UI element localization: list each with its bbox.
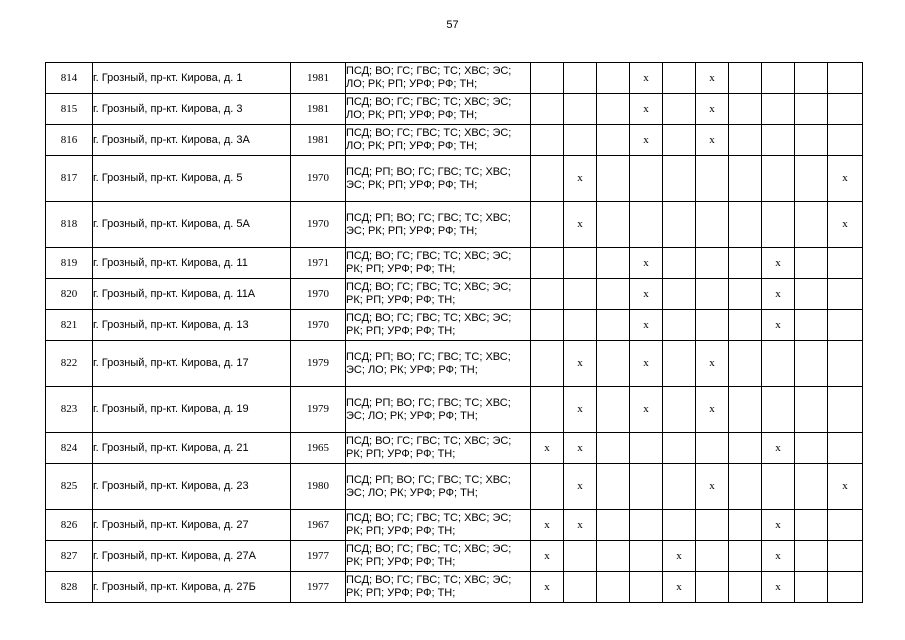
mark-cell: x (630, 125, 663, 156)
mark-cell (729, 572, 762, 603)
mark-cell (663, 63, 696, 94)
row-number: 820 (46, 279, 93, 310)
row-works (346, 125, 531, 156)
page-number: 57 (446, 19, 459, 31)
row-year: 1970 (291, 310, 346, 341)
row-year: 1971 (291, 248, 346, 279)
mark-cell (663, 248, 696, 279)
mark-cell (762, 63, 795, 94)
works-line-2: ЭС; РК; РП; УРФ; РФ; ТН; (346, 224, 478, 237)
mark-cell: x (663, 541, 696, 572)
table-row (46, 433, 863, 464)
mark-cell (663, 125, 696, 156)
mark-cell (795, 125, 828, 156)
row-address: г. Грозный, пр-кт. Кирова, д. 27А (93, 541, 291, 572)
mark-cell (663, 310, 696, 341)
mark-cell: x (531, 510, 564, 541)
mark-cell (762, 125, 795, 156)
works-line-2: РК; РП; УРФ; РФ; ТН; (346, 294, 456, 306)
works-line-1: ПСД; РП; ВО; ГС; ГВС; ТС; ХВС; (346, 350, 511, 363)
mark-cell (729, 63, 762, 94)
mark-cell (729, 202, 762, 248)
row-works (346, 464, 531, 510)
mark-cell (795, 248, 828, 279)
mark-cell (828, 341, 863, 387)
mark-cell: x (762, 541, 795, 572)
mark-cell (828, 433, 863, 464)
mark-cell (597, 572, 630, 603)
table-row (46, 341, 863, 387)
mark-cell (597, 63, 630, 94)
row-year: 1977 (291, 572, 346, 603)
table-row (46, 63, 863, 94)
works-line-1: ПСД; РП; ВО; ГС; ГВС; ТС; ХВС; (346, 396, 511, 409)
mark-cell: x (531, 541, 564, 572)
works-line-2: ЭС; ЛО; РК; УРФ; РФ; ТН; (346, 409, 478, 422)
registry-body (46, 63, 863, 603)
mark-cell (564, 125, 597, 156)
row-year: 1970 (291, 202, 346, 248)
row-address: г. Грозный, пр-кт. Кирова, д. 17 (93, 341, 291, 387)
mark-cell (729, 94, 762, 125)
mark-cell (795, 572, 828, 603)
mark-cell (597, 541, 630, 572)
mark-cell (696, 541, 729, 572)
mark-cell: x (696, 63, 729, 94)
mark-cell (630, 510, 663, 541)
mark-cell (564, 541, 597, 572)
mark-cell: x (564, 510, 597, 541)
mark-cell (630, 156, 663, 202)
mark-cell (795, 387, 828, 433)
mark-cell (828, 541, 863, 572)
works-line-1: ПСД; ВО; ГС; ГВС; ТС; ХВС; ЭС; (346, 574, 512, 586)
mark-cell (828, 279, 863, 310)
mark-cell (663, 202, 696, 248)
mark-cell (828, 94, 863, 125)
works-line-1: ПСД; ВО; ГС; ГВС; ТС; ХВС; ЭС; (346, 435, 512, 447)
mark-cell: x (762, 433, 795, 464)
table-row (46, 387, 863, 433)
works-line-2: РК; РП; УРФ; РФ; ТН; (346, 325, 456, 337)
row-address: г. Грозный, пр-кт. Кирова, д. 21 (93, 433, 291, 464)
row-address: г. Грозный, пр-кт. Кирова, д. 13 (93, 310, 291, 341)
mark-cell (531, 387, 564, 433)
row-number: 828 (46, 572, 93, 603)
row-year: 1967 (291, 510, 346, 541)
row-works (346, 572, 531, 603)
works-line-1: ПСД; ВО; ГС; ГВС; ТС; ХВС; ЭС; (346, 543, 512, 555)
row-works (346, 248, 531, 279)
mark-cell (630, 433, 663, 464)
table-row (46, 125, 863, 156)
mark-cell: x (531, 433, 564, 464)
row-works (346, 341, 531, 387)
table-row (46, 202, 863, 248)
mark-cell (795, 510, 828, 541)
mark-cell (696, 279, 729, 310)
row-year: 1981 (291, 94, 346, 125)
mark-cell (531, 156, 564, 202)
table-row (46, 94, 863, 125)
mark-cell: x (531, 572, 564, 603)
row-works (346, 387, 531, 433)
mark-cell (531, 341, 564, 387)
mark-cell: x (762, 248, 795, 279)
row-number: 821 (46, 310, 93, 341)
mark-cell (564, 63, 597, 94)
mark-cell (663, 433, 696, 464)
row-works (346, 94, 531, 125)
mark-cell (828, 63, 863, 94)
mark-cell: x (630, 310, 663, 341)
mark-cell: x (663, 572, 696, 603)
mark-cell (531, 464, 564, 510)
mark-cell: x (564, 387, 597, 433)
mark-cell (597, 464, 630, 510)
works-line-1: ПСД; ВО; ГС; ГВС; ТС; ХВС; ЭС; (346, 127, 512, 139)
mark-cell (729, 433, 762, 464)
row-number: 815 (46, 94, 93, 125)
mark-cell (564, 94, 597, 125)
works-line-2: РК; РП; УРФ; РФ; ТН; (346, 448, 456, 460)
mark-cell (729, 125, 762, 156)
table-row (46, 510, 863, 541)
row-address: г. Грозный, пр-кт. Кирова, д. 11А (93, 279, 291, 310)
row-address: г. Грозный, пр-кт. Кирова, д. 5 (93, 156, 291, 202)
mark-cell: x (828, 156, 863, 202)
row-address: г. Грозный, пр-кт. Кирова, д. 5А (93, 202, 291, 248)
mark-cell: x (696, 94, 729, 125)
row-works (346, 310, 531, 341)
mark-cell: x (630, 94, 663, 125)
mark-cell (630, 541, 663, 572)
works-line-1: ПСД; РП; ВО; ГС; ГВС; ТС; ХВС; (346, 211, 511, 224)
mark-cell (531, 310, 564, 341)
mark-cell (828, 310, 863, 341)
table-row (46, 156, 863, 202)
mark-cell: x (564, 341, 597, 387)
mark-cell (729, 156, 762, 202)
mark-cell (531, 248, 564, 279)
mark-cell (696, 572, 729, 603)
mark-cell (795, 63, 828, 94)
row-number: 825 (46, 464, 93, 510)
row-works (346, 202, 531, 248)
mark-cell (828, 248, 863, 279)
mark-cell (597, 310, 630, 341)
row-address: г. Грозный, пр-кт. Кирова, д. 27Б (93, 572, 291, 603)
row-number: 818 (46, 202, 93, 248)
works-line-1: ПСД; ВО; ГС; ГВС; ТС; ХВС; ЭС; (346, 65, 512, 77)
mark-cell (696, 510, 729, 541)
row-address: г. Грозный, пр-кт. Кирова, д. 3 (93, 94, 291, 125)
mark-cell: x (630, 387, 663, 433)
mark-cell: x (564, 433, 597, 464)
row-works (346, 156, 531, 202)
mark-cell (729, 387, 762, 433)
mark-cell (828, 510, 863, 541)
mark-cell: x (828, 202, 863, 248)
works-line-1: ПСД; ВО; ГС; ГВС; ТС; ХВС; ЭС; (346, 281, 512, 293)
mark-cell (597, 510, 630, 541)
mark-cell (630, 202, 663, 248)
row-year: 1979 (291, 387, 346, 433)
mark-cell (795, 279, 828, 310)
row-year: 1965 (291, 433, 346, 464)
mark-cell (795, 94, 828, 125)
mark-cell (531, 202, 564, 248)
works-line-2: ЛО; РК; РП; УРФ; РФ; ТН; (346, 140, 478, 152)
mark-cell: x (762, 310, 795, 341)
mark-cell: x (828, 464, 863, 510)
row-address: г. Грозный, пр-кт. Кирова, д. 19 (93, 387, 291, 433)
mark-cell (762, 341, 795, 387)
mark-cell (762, 464, 795, 510)
mark-cell (729, 279, 762, 310)
mark-cell (597, 202, 630, 248)
mark-cell (663, 341, 696, 387)
mark-cell: x (762, 572, 795, 603)
works-line-1: ПСД; РП; ВО; ГС; ГВС; ТС; ХВС; (346, 165, 511, 178)
works-line-2: ЭС; ЛО; РК; УРФ; РФ; ТН; (346, 363, 478, 376)
mark-cell (828, 572, 863, 603)
mark-cell (564, 572, 597, 603)
mark-cell: x (630, 279, 663, 310)
mark-cell (729, 248, 762, 279)
works-line-2: РК; РП; УРФ; РФ; ТН; (346, 525, 456, 537)
mark-cell (663, 510, 696, 541)
mark-cell (729, 510, 762, 541)
mark-cell (762, 156, 795, 202)
mark-cell (597, 156, 630, 202)
mark-cell (531, 125, 564, 156)
mark-cell (663, 94, 696, 125)
mark-cell: x (762, 279, 795, 310)
row-address: г. Грозный, пр-кт. Кирова, д. 27 (93, 510, 291, 541)
mark-cell (696, 202, 729, 248)
row-number: 814 (46, 63, 93, 94)
table-row (46, 464, 863, 510)
row-address: г. Грозный, пр-кт. Кирова, д. 23 (93, 464, 291, 510)
row-year: 1970 (291, 279, 346, 310)
mark-cell (630, 464, 663, 510)
row-address: г. Грозный, пр-кт. Кирова, д. 1 (93, 63, 291, 94)
row-year: 1981 (291, 125, 346, 156)
mark-cell (597, 279, 630, 310)
row-works (346, 279, 531, 310)
mark-cell (729, 341, 762, 387)
mark-cell (762, 387, 795, 433)
mark-cell (564, 248, 597, 279)
mark-cell (597, 387, 630, 433)
works-line-1: ПСД; ВО; ГС; ГВС; ТС; ХВС; ЭС; (346, 312, 512, 324)
mark-cell (663, 156, 696, 202)
works-line-1: ПСД; ВО; ГС; ГВС; ТС; ХВС; ЭС; (346, 512, 512, 524)
mark-cell (696, 310, 729, 341)
mark-cell (795, 156, 828, 202)
row-number: 817 (46, 156, 93, 202)
row-works (346, 63, 531, 94)
mark-cell (663, 387, 696, 433)
mark-cell (729, 541, 762, 572)
mark-cell (729, 464, 762, 510)
works-line-1: ПСД; РП; ВО; ГС; ГВС; ТС; ХВС; (346, 473, 511, 486)
row-number: 816 (46, 125, 93, 156)
works-line-2: ЭС; ЛО; РК; УРФ; РФ; ТН; (346, 486, 478, 499)
table-row (46, 310, 863, 341)
mark-cell (531, 63, 564, 94)
table-row (46, 248, 863, 279)
mark-cell (597, 94, 630, 125)
row-works (346, 510, 531, 541)
mark-cell (795, 202, 828, 248)
mark-cell (828, 125, 863, 156)
mark-cell (597, 248, 630, 279)
row-year: 1980 (291, 464, 346, 510)
mark-cell (828, 387, 863, 433)
works-line-1: ПСД; ВО; ГС; ГВС; ТС; ХВС; ЭС; (346, 250, 512, 262)
row-number: 824 (46, 433, 93, 464)
works-line-2: РК; РП; УРФ; РФ; ТН; (346, 263, 456, 275)
works-line-1: ПСД; ВО; ГС; ГВС; ТС; ХВС; ЭС; (346, 96, 512, 108)
mark-cell (795, 433, 828, 464)
row-number: 826 (46, 510, 93, 541)
row-works (346, 541, 531, 572)
mark-cell (795, 464, 828, 510)
works-line-2: ЭС; РК; РП; УРФ; РФ; ТН; (346, 178, 478, 191)
mark-cell (696, 156, 729, 202)
mark-cell (696, 248, 729, 279)
row-year: 1970 (291, 156, 346, 202)
mark-cell (531, 279, 564, 310)
works-line-2: РК; РП; УРФ; РФ; ТН; (346, 556, 456, 568)
mark-cell (762, 202, 795, 248)
mark-cell (597, 433, 630, 464)
mark-cell (564, 279, 597, 310)
row-address: г. Грозный, пр-кт. Кирова, д. 11 (93, 248, 291, 279)
row-year: 1977 (291, 541, 346, 572)
row-year: 1979 (291, 341, 346, 387)
mark-cell (795, 541, 828, 572)
mark-cell: x (696, 464, 729, 510)
mark-cell (531, 94, 564, 125)
mark-cell (663, 464, 696, 510)
mark-cell: x (630, 341, 663, 387)
housing-registry-table (45, 62, 863, 603)
row-works (346, 433, 531, 464)
mark-cell: x (564, 202, 597, 248)
row-number: 822 (46, 341, 93, 387)
mark-cell: x (630, 63, 663, 94)
mark-cell (762, 94, 795, 125)
mark-cell (597, 341, 630, 387)
mark-cell: x (564, 156, 597, 202)
mark-cell (630, 572, 663, 603)
works-line-2: РК; РП; УРФ; РФ; ТН; (346, 587, 456, 599)
mark-cell (696, 433, 729, 464)
row-address: г. Грозный, пр-кт. Кирова, д. 3А (93, 125, 291, 156)
row-number: 819 (46, 248, 93, 279)
mark-cell: x (564, 464, 597, 510)
row-number: 827 (46, 541, 93, 572)
mark-cell (795, 341, 828, 387)
mark-cell: x (696, 341, 729, 387)
mark-cell (564, 310, 597, 341)
works-line-2: ЛО; РК; РП; УРФ; РФ; ТН; (346, 78, 478, 90)
mark-cell (795, 310, 828, 341)
table-row (46, 279, 863, 310)
row-number: 823 (46, 387, 93, 433)
table-row (46, 541, 863, 572)
mark-cell: x (630, 248, 663, 279)
mark-cell (597, 125, 630, 156)
mark-cell: x (696, 387, 729, 433)
row-year: 1981 (291, 63, 346, 94)
works-line-2: ЛО; РК; РП; УРФ; РФ; ТН; (346, 109, 478, 121)
mark-cell: x (696, 125, 729, 156)
mark-cell: x (762, 510, 795, 541)
table-row (46, 572, 863, 603)
mark-cell (729, 310, 762, 341)
mark-cell (663, 279, 696, 310)
